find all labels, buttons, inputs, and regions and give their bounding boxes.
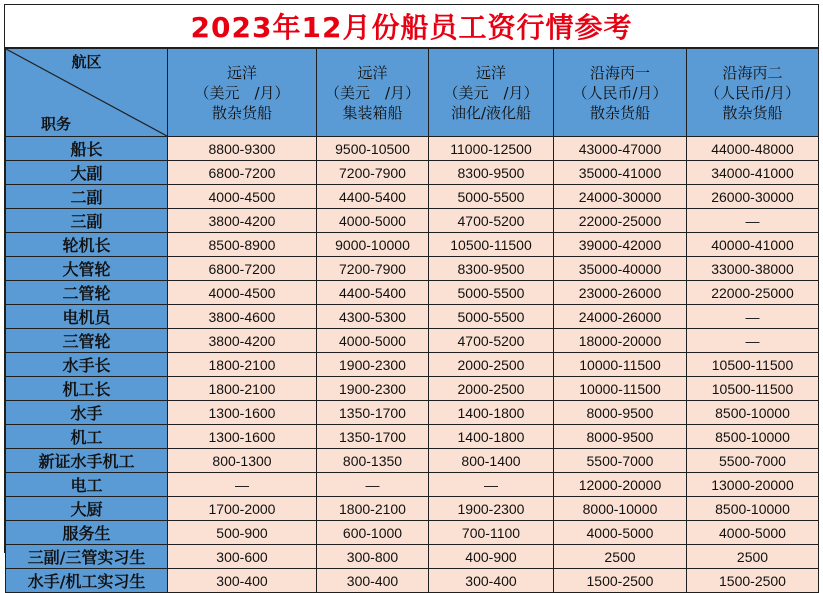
position-cell: 船长 xyxy=(6,137,168,161)
table-row xyxy=(6,137,819,161)
table-row xyxy=(6,305,819,329)
salary-cell: 24000-26000 xyxy=(554,305,687,329)
salary-cell: 35000-41000 xyxy=(554,161,687,185)
salary-cell: 1500-2500 xyxy=(554,569,687,593)
salary-cell: — xyxy=(429,473,554,497)
salary-cell: 9000-10000 xyxy=(317,233,429,257)
salary-cell: 10000-11500 xyxy=(554,353,687,377)
salary-cell: 7200-7900 xyxy=(317,257,429,281)
salary-cell: 600-1000 xyxy=(317,521,429,545)
salary-cell: 2500 xyxy=(687,545,819,569)
salary-cell: 4000-4500 xyxy=(168,281,317,305)
position-cell: 水手/机工实习生 xyxy=(6,569,168,593)
salary-cell: 5000-5500 xyxy=(429,281,554,305)
salary-cell: 43000-47000 xyxy=(554,137,687,161)
title-row xyxy=(5,5,818,48)
salary-cell: 8500-8900 xyxy=(168,233,317,257)
position-cell: 电机员 xyxy=(6,305,168,329)
salary-cell: 2500 xyxy=(554,545,687,569)
column-header-currency: （美元 /月） xyxy=(443,83,539,102)
salary-cell: 8000-9500 xyxy=(554,425,687,449)
salary-cell: 1300-1600 xyxy=(168,401,317,425)
salary-cell: 3800-4200 xyxy=(168,329,317,353)
table-body xyxy=(6,137,819,593)
salary-cell: 8000-9500 xyxy=(554,401,687,425)
table-row xyxy=(6,377,819,401)
salary-cell: 3800-4600 xyxy=(168,305,317,329)
table-row xyxy=(6,257,819,281)
salary-cell: 5000-5500 xyxy=(429,185,554,209)
table-row xyxy=(6,233,819,257)
column-header-currency: （美元 /月） xyxy=(324,83,421,102)
column-header xyxy=(687,49,819,137)
salary-cell: 1800-2100 xyxy=(168,353,317,377)
salary-cell: 700-1100 xyxy=(429,521,554,545)
salary-cell: 5000-5500 xyxy=(429,305,554,329)
table-row xyxy=(6,209,819,233)
column-header-ship-type: 油化/液化船 xyxy=(450,103,532,122)
salary-cell: 8300-9500 xyxy=(429,257,554,281)
salary-cell: 500-900 xyxy=(168,521,317,545)
position-cell: 机工 xyxy=(6,425,168,449)
column-header-ship-type: 散杂货船 xyxy=(211,103,272,122)
salary-cell: 4000-5000 xyxy=(317,329,429,353)
position-cell: 二副 xyxy=(6,185,168,209)
salary-cell: 10500-11500 xyxy=(687,377,819,401)
salary-cell: 1350-1700 xyxy=(317,401,429,425)
salary-cell: 4700-5200 xyxy=(429,329,554,353)
column-header-ship-type: 散杂货船 xyxy=(589,103,650,122)
position-cell: 机工长 xyxy=(6,377,168,401)
salary-cell: 1800-2100 xyxy=(317,497,429,521)
position-cell: 大副 xyxy=(6,161,168,185)
corner-label-zone: 航区 xyxy=(71,53,102,71)
position-cell: 服务生 xyxy=(6,521,168,545)
salary-cell: 26000-30000 xyxy=(687,185,819,209)
salary-cell: 300-800 xyxy=(317,545,429,569)
salary-cell: 40000-41000 xyxy=(687,233,819,257)
salary-cell: 10000-11500 xyxy=(554,377,687,401)
column-header xyxy=(317,49,429,137)
salary-cell: 8500-10000 xyxy=(687,425,819,449)
salary-cell: 300-400 xyxy=(168,569,317,593)
salary-cell: 44000-48000 xyxy=(687,137,819,161)
salary-cell: — xyxy=(317,473,429,497)
salary-cell: 6800-7200 xyxy=(168,257,317,281)
salary-cell: 1900-2300 xyxy=(317,377,429,401)
position-cell: 二管轮 xyxy=(6,281,168,305)
salary-cell: 800-1400 xyxy=(429,449,554,473)
salary-cell: 24000-30000 xyxy=(554,185,687,209)
table-row xyxy=(6,353,819,377)
salary-cell: 4000-4500 xyxy=(168,185,317,209)
column-header-zone: 远洋 xyxy=(226,63,257,82)
column-header-currency: （人民币/月） xyxy=(572,83,668,102)
corner-label-position: 职务 xyxy=(40,115,71,133)
salary-cell: 10500-11500 xyxy=(687,353,819,377)
column-header xyxy=(554,49,687,137)
salary-cell: 300-600 xyxy=(168,545,317,569)
salary-cell: 6800-7200 xyxy=(168,161,317,185)
table-row xyxy=(6,521,819,545)
column-header xyxy=(168,49,317,137)
table-row xyxy=(6,281,819,305)
salary-cell: 1300-1600 xyxy=(168,425,317,449)
salary-cell: 8800-9300 xyxy=(168,137,317,161)
salary-sheet xyxy=(4,4,819,591)
salary-cell: 800-1300 xyxy=(168,449,317,473)
salary-cell: 4400-5400 xyxy=(317,185,429,209)
position-cell: 轮机长 xyxy=(6,233,168,257)
salary-cell: 2000-2500 xyxy=(429,353,554,377)
salary-cell: 8500-10000 xyxy=(687,401,819,425)
salary-cell: 22000-25000 xyxy=(554,209,687,233)
column-header-zone: 沿海丙二 xyxy=(722,63,783,82)
salary-cell: 11000-12500 xyxy=(429,137,554,161)
table-row xyxy=(6,329,819,353)
salary-cell: — xyxy=(687,209,819,233)
column-header-zone: 远洋 xyxy=(357,63,388,82)
salary-cell: 1900-2300 xyxy=(429,497,554,521)
salary-cell: 23000-26000 xyxy=(554,281,687,305)
column-header-currency: （人民币/月） xyxy=(704,83,801,102)
table-row xyxy=(6,473,819,497)
table-row xyxy=(6,497,819,521)
table-row xyxy=(6,425,819,449)
position-cell: 新证水手机工 xyxy=(6,449,168,473)
salary-cell: 8000-10000 xyxy=(554,497,687,521)
column-header xyxy=(429,49,554,137)
salary-cell: — xyxy=(168,473,317,497)
salary-cell: — xyxy=(687,305,819,329)
salary-cell: 4000-5000 xyxy=(317,209,429,233)
salary-cell: 1400-1800 xyxy=(429,425,554,449)
salary-cell: 22000-25000 xyxy=(687,281,819,305)
column-header-ship-type: 集装箱船 xyxy=(342,103,403,122)
table-row xyxy=(6,449,819,473)
salary-cell: 39000-42000 xyxy=(554,233,687,257)
position-cell: 三管轮 xyxy=(6,329,168,353)
salary-cell: 33000-38000 xyxy=(687,257,819,281)
salary-cell: 13000-20000 xyxy=(687,473,819,497)
salary-cell: 7200-7900 xyxy=(317,161,429,185)
salary-cell: 8300-9500 xyxy=(429,161,554,185)
table-row xyxy=(6,185,819,209)
table-row xyxy=(6,401,819,425)
corner-header xyxy=(6,49,168,137)
salary-cell: 1800-2100 xyxy=(168,377,317,401)
salary-cell: 1350-1700 xyxy=(317,425,429,449)
salary-cell: 4400-5400 xyxy=(317,281,429,305)
salary-cell: 300-400 xyxy=(429,569,554,593)
header-row xyxy=(6,49,819,137)
position-cell: 大管轮 xyxy=(6,257,168,281)
salary-cell: 400-900 xyxy=(429,545,554,569)
salary-cell: 34000-41000 xyxy=(687,161,819,185)
column-header-zone: 远洋 xyxy=(475,63,506,82)
column-header-currency: （美元 /月） xyxy=(194,83,290,102)
position-cell: 大厨 xyxy=(6,497,168,521)
salary-cell: 9500-10500 xyxy=(317,137,429,161)
salary-cell: 12000-20000 xyxy=(554,473,687,497)
salary-cell: 10500-11500 xyxy=(429,233,554,257)
page-title: 2023年12月份船员工资行情参考 xyxy=(190,11,633,44)
salary-cell: 4300-5300 xyxy=(317,305,429,329)
position-cell: 电工 xyxy=(6,473,168,497)
salary-cell: 300-400 xyxy=(317,569,429,593)
position-cell: 水手 xyxy=(6,401,168,425)
salary-cell: 800-1350 xyxy=(317,449,429,473)
salary-cell: 8500-10000 xyxy=(687,497,819,521)
salary-cell: 4000-5000 xyxy=(554,521,687,545)
salary-cell: 1700-2000 xyxy=(168,497,317,521)
salary-cell: 3800-4200 xyxy=(168,209,317,233)
position-cell: 三副 xyxy=(6,209,168,233)
salary-cell: 5500-7000 xyxy=(687,449,819,473)
salary-cell: 4700-5200 xyxy=(429,209,554,233)
salary-cell: 4000-5000 xyxy=(687,521,819,545)
table-row xyxy=(6,161,819,185)
salary-cell: 1500-2500 xyxy=(687,569,819,593)
salary-cell: 2000-2500 xyxy=(429,377,554,401)
column-header-zone: 沿海丙一 xyxy=(589,63,650,82)
salary-cell: 1400-1800 xyxy=(429,401,554,425)
table-row xyxy=(6,569,819,593)
salary-table xyxy=(5,48,819,593)
salary-cell: 5500-7000 xyxy=(554,449,687,473)
salary-cell: 1900-2300 xyxy=(317,353,429,377)
salary-cell: 18000-20000 xyxy=(554,329,687,353)
salary-cell: — xyxy=(687,329,819,353)
column-header-ship-type: 散杂货船 xyxy=(722,103,783,122)
position-cell: 三副/三管实习生 xyxy=(6,545,168,569)
salary-cell: 35000-40000 xyxy=(554,257,687,281)
position-cell: 水手长 xyxy=(6,353,168,377)
